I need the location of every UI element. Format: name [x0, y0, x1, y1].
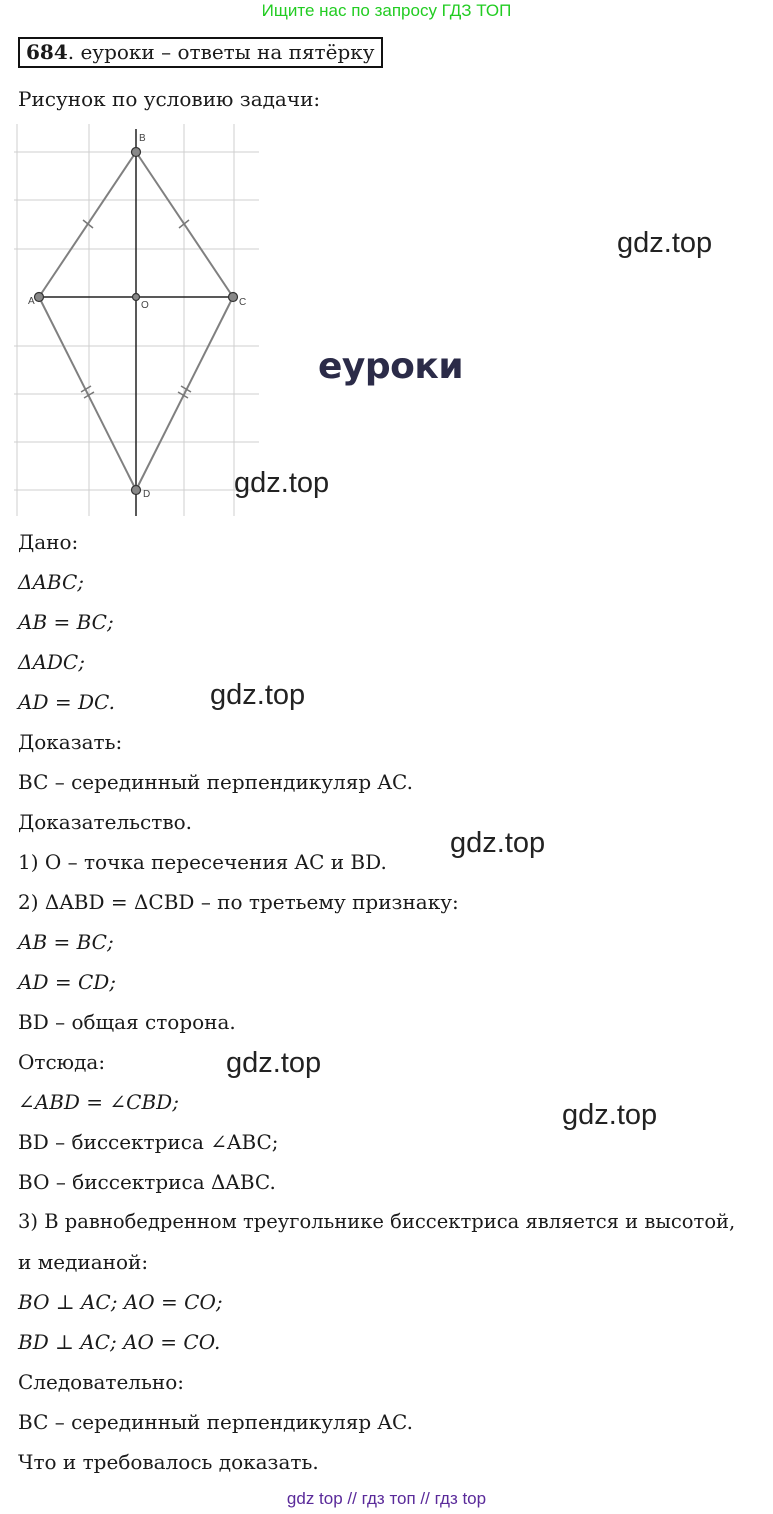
- given-line-2: AB = BC;: [18, 610, 114, 634]
- proof-step-2: 2) ΔABD = ΔCBD – по третьему признаку:: [18, 890, 459, 914]
- proof-step-1: 1) O – точка пересечения AC и BD.: [18, 850, 387, 874]
- point-a: [35, 293, 44, 302]
- gdz-watermark-2: gdz.top: [234, 467, 330, 499]
- proof-step-2-line-3: BD – общая сторона.: [18, 1010, 236, 1034]
- therefore-heading: Следовательно:: [18, 1370, 184, 1394]
- hence-heading: Отсюда:: [18, 1050, 106, 1074]
- footer-links[interactable]: gdz top // гдз топ // гдз top: [286, 1489, 487, 1508]
- geometry-figure: [14, 124, 259, 516]
- point-c: [229, 293, 238, 302]
- label-o: O: [141, 300, 149, 311]
- prove-heading: Доказать:: [18, 730, 123, 754]
- label-b: B: [139, 133, 146, 144]
- hence-line-2: BD – биссектриса ∠ABC;: [18, 1130, 279, 1154]
- label-a: A: [28, 296, 35, 307]
- point-o: [133, 294, 140, 301]
- label-c: C: [239, 297, 247, 308]
- gdz-watermark-1: gdz.top: [617, 227, 713, 259]
- figure-caption: Рисунок по условию задачи:: [18, 87, 321, 111]
- qed: Что и требовалось доказать.: [18, 1450, 319, 1474]
- perpendicular-line-2: BD ⊥ AC; AO = CO.: [18, 1330, 221, 1354]
- proof-heading: Доказательство.: [18, 810, 192, 834]
- point-b: [132, 148, 141, 157]
- hence-line-1: ∠ABD = ∠CBD;: [18, 1090, 179, 1114]
- proof-step-2-line-2: AD = CD;: [18, 970, 117, 994]
- proof-step-3: 3) В равнобедренном треугольнике биссектриса является и высотой,: [18, 1210, 736, 1233]
- given-line-1: ΔABC;: [18, 570, 84, 594]
- task-title: . еуроки – ответы на пятёрку: [67, 40, 375, 64]
- task-number: 684: [26, 40, 68, 64]
- perpendicular-line-1: BO ⊥ AC; AO = CO;: [18, 1290, 223, 1314]
- conclusion: BC – серединный перпендикуляр AC.: [18, 1410, 413, 1434]
- given-heading: Дано:: [18, 530, 79, 554]
- task-header: [18, 37, 383, 68]
- gdz-watermark-3: gdz.top: [210, 679, 306, 711]
- gdz-watermark-4: gdz.top: [450, 827, 546, 859]
- euroki-watermark: еуроки: [318, 346, 464, 387]
- given-line-4: AD = DC.: [18, 690, 115, 714]
- prove-statement: BC – серединный перпендикуляр AC.: [18, 770, 413, 794]
- hence-line-3: BO – биссектриса ΔABC.: [18, 1170, 276, 1194]
- proof-step-2-line-1: AB = BC;: [18, 930, 114, 954]
- point-d: [132, 486, 141, 495]
- gdz-watermark-6: gdz.top: [562, 1099, 658, 1131]
- proof-step-3-cont: и медианой:: [18, 1250, 149, 1274]
- label-d: D: [143, 489, 151, 500]
- top-banner[interactable]: Ищите нас по запросу ГДЗ ТОП: [261, 1, 512, 20]
- given-line-3: ΔADC;: [18, 650, 85, 674]
- gdz-watermark-5: gdz.top: [226, 1047, 322, 1079]
